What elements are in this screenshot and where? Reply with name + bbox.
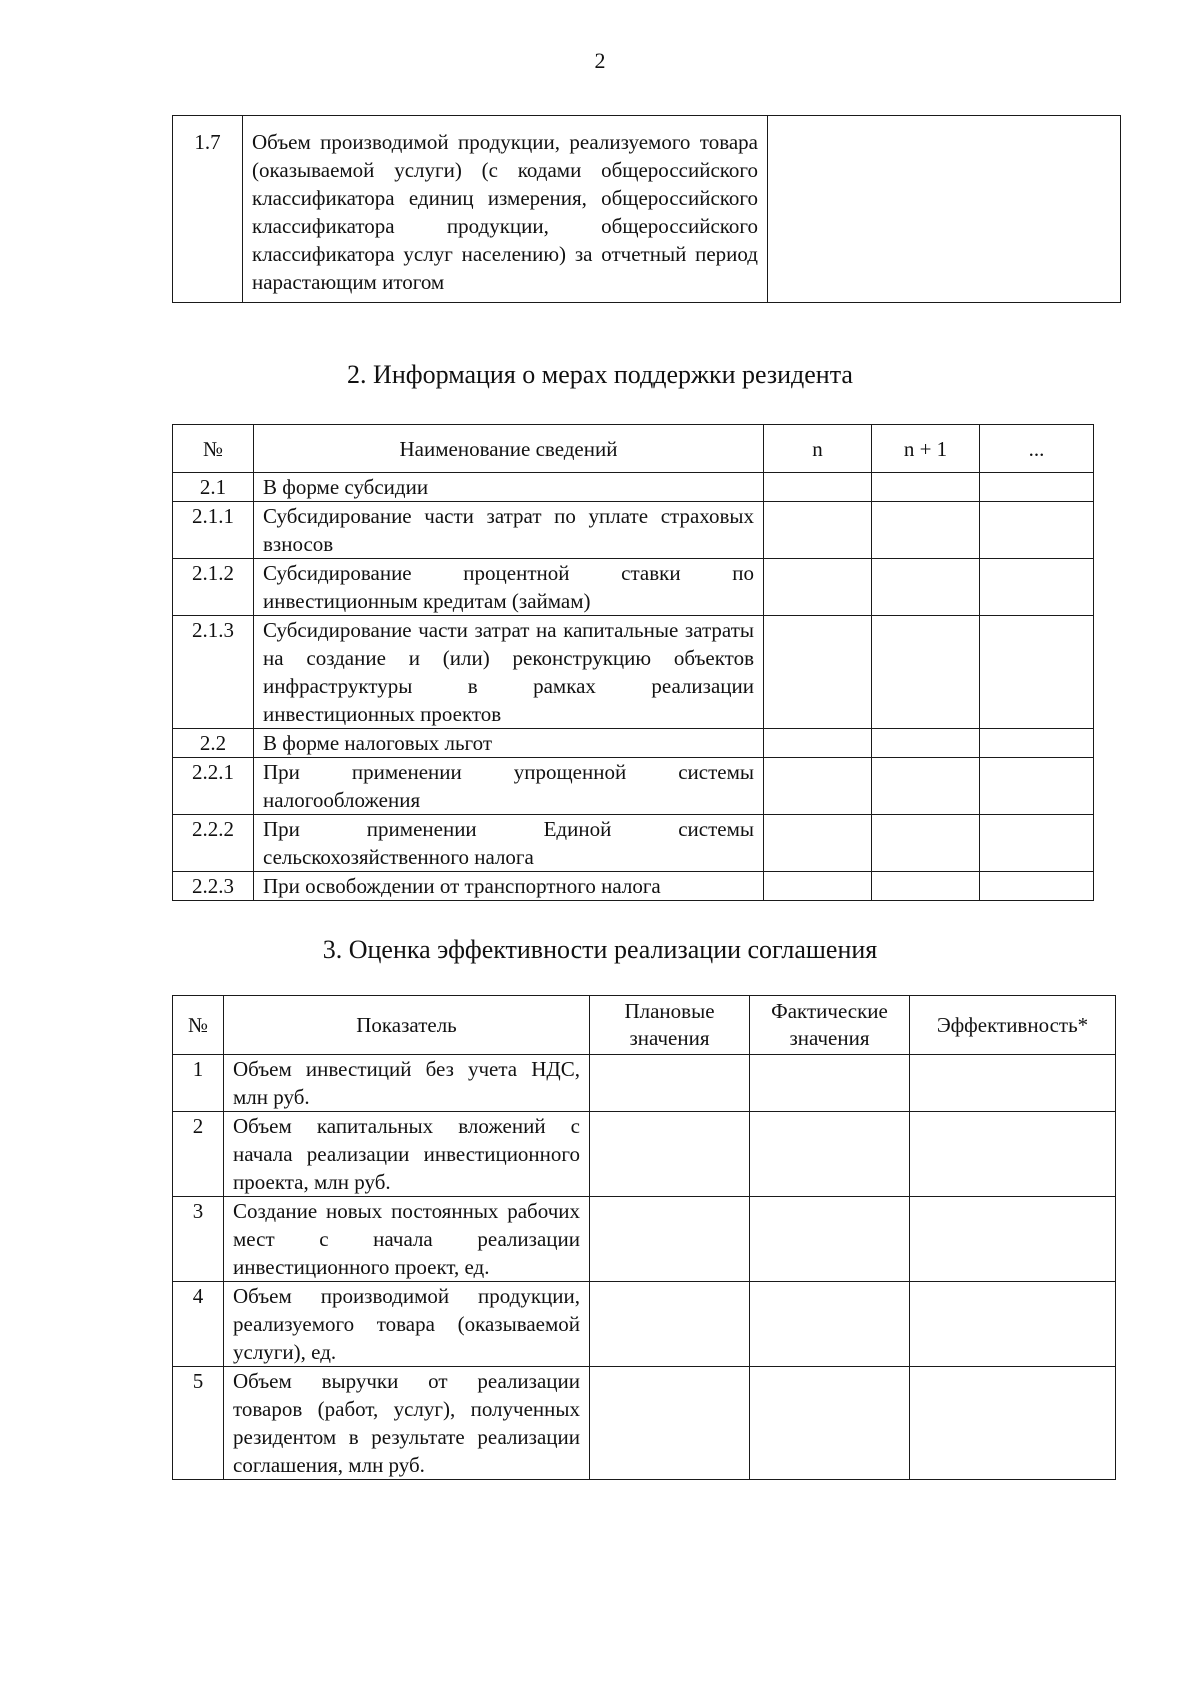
row-number: 1 <box>173 1055 224 1112</box>
actual-value-cell[interactable] <box>750 1055 910 1112</box>
value-cell-n[interactable] <box>764 872 872 901</box>
planned-value-cell[interactable] <box>590 1112 750 1197</box>
value-cell-more[interactable] <box>980 473 1094 502</box>
row-number: 3 <box>173 1197 224 1282</box>
value-cell-n-plus-1[interactable] <box>872 872 980 901</box>
row-number: 2.1 <box>173 473 254 502</box>
row-description: При освобождении от транспортного налога <box>254 872 764 901</box>
value-cell-n-plus-1[interactable] <box>872 616 980 729</box>
row-number: 2.1.2 <box>173 559 254 616</box>
row-description: При применении упрощенной системы налогообложения <box>254 758 764 815</box>
table-row <box>173 1197 1116 1282</box>
row-description: Субсидирование части затрат на капитальные затраты на создание и (или) реконструкцию объектов инфраструктуры в рамках реализации инвестиционных проектов <box>254 616 764 729</box>
actual-value-cell[interactable] <box>750 1112 910 1197</box>
page-number: 2 <box>594 48 606 73</box>
value-cell-more[interactable] <box>980 502 1094 559</box>
value-cell-n-plus-1[interactable] <box>872 729 980 758</box>
table-row <box>173 116 1121 303</box>
actual-value-cell[interactable] <box>750 1367 910 1480</box>
row-description: Субсидирование части затрат по уплате страховых взносов <box>254 502 764 559</box>
value-cell-n[interactable] <box>764 815 872 872</box>
value-cell-more[interactable] <box>980 815 1094 872</box>
value-cell-n-plus-1[interactable] <box>872 473 980 502</box>
value-cell-n-plus-1[interactable] <box>872 815 980 872</box>
value-cell-more[interactable] <box>980 559 1094 616</box>
actual-value-cell[interactable] <box>750 1282 910 1367</box>
row-number: 2.1.3 <box>173 616 254 729</box>
header-name: Наименование сведений <box>254 425 764 473</box>
header-actual-line-2: значения <box>789 1026 870 1050</box>
value-cell-n-plus-1[interactable] <box>872 758 980 815</box>
row-number: 4 <box>173 1282 224 1367</box>
row-description: При применении Единой системы сельскохозяйственного налога <box>254 815 764 872</box>
table-row <box>173 1112 1116 1197</box>
value-cell-n[interactable] <box>764 502 872 559</box>
header-n: n <box>764 425 872 473</box>
header-number: № <box>173 996 224 1055</box>
header-n-plus-1: n + 1 <box>872 425 980 473</box>
row-description: Объем капитальных вложений с начала реализации инвестиционного проекта, млн руб. <box>224 1112 590 1197</box>
value-cell-n-plus-1[interactable] <box>872 559 980 616</box>
row-number: 2.2.3 <box>173 872 254 901</box>
row-description: В форме налоговых льгот <box>254 729 764 758</box>
value-cell-n[interactable] <box>764 559 872 616</box>
section-2-title: 2. Информация о мерах поддержки резидента <box>347 360 853 389</box>
table-row <box>173 872 1094 901</box>
value-cell-more[interactable] <box>980 872 1094 901</box>
value-cell-n-plus-1[interactable] <box>872 502 980 559</box>
planned-value-cell[interactable] <box>590 1367 750 1480</box>
value-cell-more[interactable] <box>980 616 1094 729</box>
table-row <box>173 616 1094 729</box>
planned-value-cell[interactable] <box>590 1197 750 1282</box>
value-cell-more[interactable] <box>980 729 1094 758</box>
efficiency-cell[interactable] <box>910 1055 1116 1112</box>
value-cell-n[interactable] <box>764 616 872 729</box>
row-number: 2.2.1 <box>173 758 254 815</box>
efficiency-cell[interactable] <box>910 1112 1116 1197</box>
planned-value-cell[interactable] <box>590 1055 750 1112</box>
section-3-title: 3. Оценка эффективности реализации соглашения <box>322 935 878 964</box>
planned-value-cell[interactable] <box>590 1282 750 1367</box>
row-number: 2.2 <box>173 729 254 758</box>
table-row <box>173 729 1094 758</box>
row-description: В форме субсидии <box>254 473 764 502</box>
table-row <box>173 1367 1116 1480</box>
efficiency-cell[interactable] <box>910 1282 1116 1367</box>
indicators-table-continuation <box>172 115 1121 303</box>
table-header-row <box>173 425 1094 473</box>
row-number: 1.7 <box>173 116 243 303</box>
header-actual-line-1: Фактические <box>771 999 888 1023</box>
header-planned-values <box>590 996 750 1055</box>
value-cell[interactable] <box>768 116 1121 303</box>
table-header-row <box>173 996 1116 1055</box>
row-description: Субсидирование процентной ставки по инвестиционным кредитам (займам) <box>254 559 764 616</box>
efficiency-cell[interactable] <box>910 1367 1116 1480</box>
efficiency-cell[interactable] <box>910 1197 1116 1282</box>
row-description: Объем инвестиций без учета НДС, млн руб. <box>224 1055 590 1112</box>
value-cell-more[interactable] <box>980 758 1094 815</box>
support-measures-table <box>172 424 1094 901</box>
row-description: Объем производимой продукции, реализуемого товара (оказываемой услуги) (с кодами общероссийского классификатора единиц измерения, общероссийского классификатора продукции, общероссийского классификатора услуг населению) за отчетный период нарастающим итогом <box>243 116 768 303</box>
efficiency-table <box>172 995 1116 1480</box>
table-row <box>173 559 1094 616</box>
header-number: № <box>173 425 254 473</box>
value-cell-n[interactable] <box>764 758 872 815</box>
header-planned-line-1: Плановые <box>624 999 715 1023</box>
header-efficiency: Эффективность* <box>910 996 1116 1055</box>
row-number: 5 <box>173 1367 224 1480</box>
header-actual-values <box>750 996 910 1055</box>
value-cell-n[interactable] <box>764 473 872 502</box>
table-row <box>173 815 1094 872</box>
table-row <box>173 1282 1116 1367</box>
header-indicator: Показатель <box>224 996 590 1055</box>
value-cell-n[interactable] <box>764 729 872 758</box>
header-planned-line-2: значения <box>629 1026 710 1050</box>
table-row <box>173 758 1094 815</box>
row-number: 2 <box>173 1112 224 1197</box>
row-number: 2.2.2 <box>173 815 254 872</box>
table-row <box>173 1055 1116 1112</box>
row-description: Объем производимой продукции, реализуемого товара (оказываемой услуги), ед. <box>224 1282 590 1367</box>
row-description: Создание новых постоянных рабочих мест с начала реализации инвестиционного проект, ед. <box>224 1197 590 1282</box>
header-more: ... <box>980 425 1094 473</box>
table-row <box>173 473 1094 502</box>
row-description: Объем выручки от реализации товаров (работ, услуг), полученных резидентом в результате реализации соглашения, млн руб. <box>224 1367 590 1480</box>
actual-value-cell[interactable] <box>750 1197 910 1282</box>
table-row <box>173 502 1094 559</box>
row-number: 2.1.1 <box>173 502 254 559</box>
